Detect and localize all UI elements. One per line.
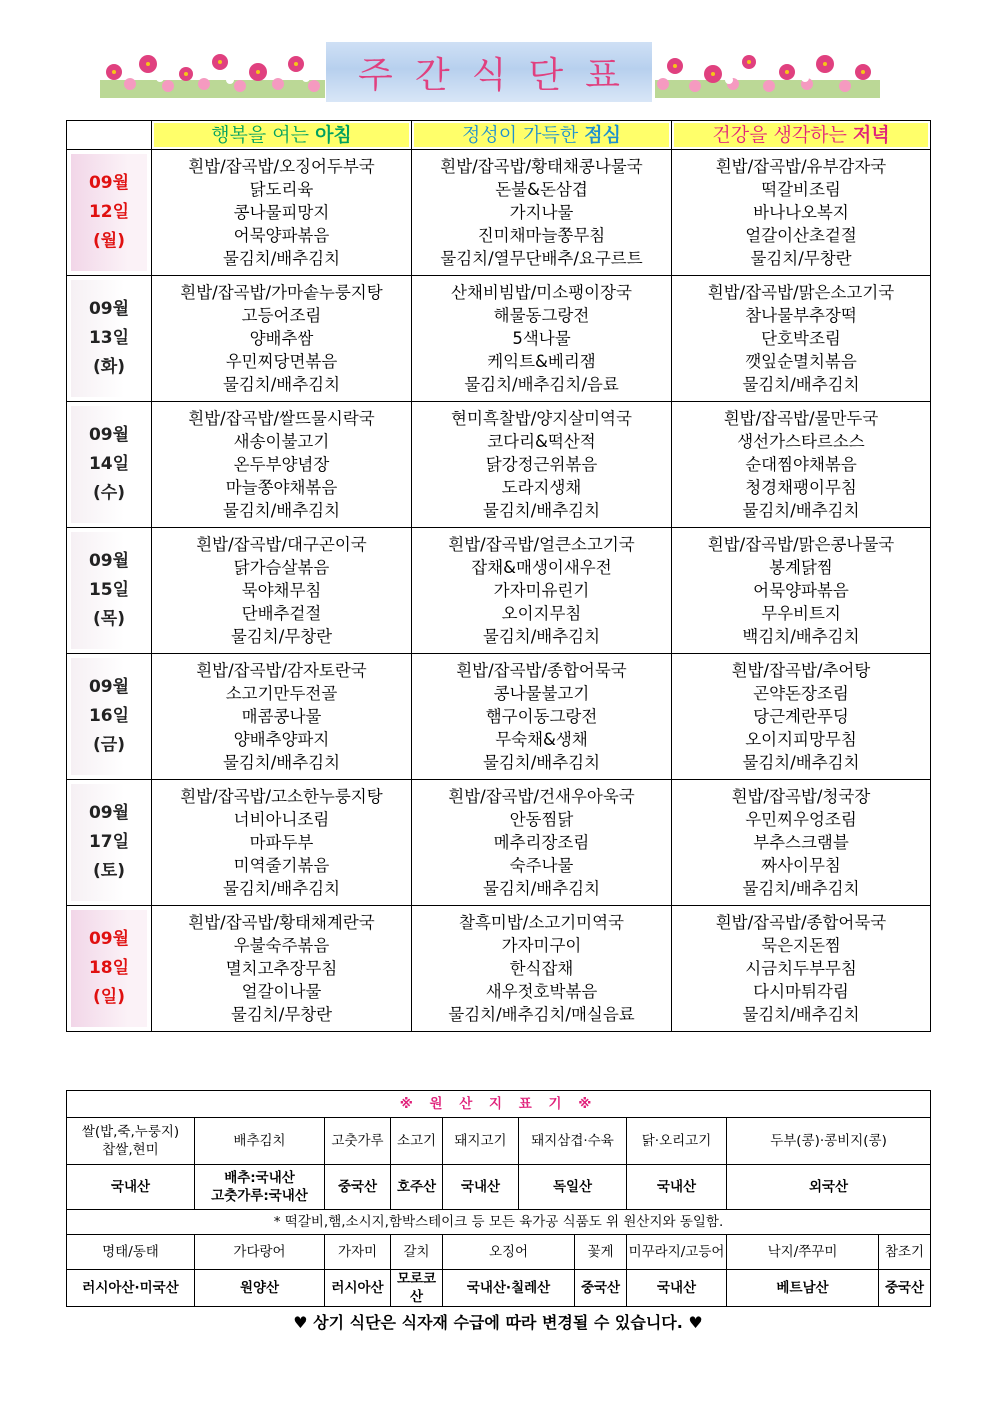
menu-item: 흰밥/잡곡밥/추어탕 xyxy=(731,661,871,680)
menu-item: 오이지피망무침 xyxy=(745,730,857,749)
menu-item: 오이지무침 xyxy=(501,604,582,623)
date-weekday: (월) xyxy=(93,231,125,251)
menu-item: 흰밥/잡곡밥/유부감자국 xyxy=(715,157,887,176)
menu-item: 물김치/배추김치 xyxy=(742,501,860,520)
menu-item: 흰밥/잡곡밥/얼큰소고기국 xyxy=(448,535,635,554)
date-weekday: (금) xyxy=(93,735,125,755)
menu-item: 물김치/배추김치 xyxy=(742,753,860,772)
origin-item-value: 국내산 xyxy=(443,1165,519,1210)
rice-label-2: 찹쌀,현미 xyxy=(102,1142,159,1158)
menu-item: 흰밥/잡곡밥/고소한누룽지탕 xyxy=(180,787,383,806)
menu-day-row xyxy=(67,150,931,276)
origin-item-header: 배추김치 xyxy=(195,1118,325,1165)
menu-item: 콩나물불고기 xyxy=(493,684,590,703)
menu-item: 마늘쫑야채볶음 xyxy=(225,478,338,497)
menu-item: 햄구이동그랑전 xyxy=(485,707,598,726)
date-label xyxy=(71,658,147,775)
date-label xyxy=(71,910,147,1027)
flower-decoration-left xyxy=(100,50,325,98)
seafood-value: 국내산 xyxy=(627,1270,727,1307)
breakfast-cell xyxy=(152,276,412,402)
date-month: 09월 xyxy=(88,803,130,823)
menu-day-row xyxy=(67,654,931,780)
menu-item: 숙주나물 xyxy=(509,856,574,875)
seafood-header: 가다랑어 xyxy=(195,1235,325,1270)
menu-item: 물김치/배추김치 xyxy=(482,501,601,520)
date-weekday: (일) xyxy=(93,987,125,1007)
seafood-header: 미꾸라지/고등어 xyxy=(627,1235,727,1270)
menu-item: 물김치/배추김치 xyxy=(222,249,341,268)
menu-day-row xyxy=(67,780,931,906)
menu-item: 얼갈이산초겉절 xyxy=(745,226,857,245)
date-weekday: (화) xyxy=(93,357,125,377)
menu-item: 흰밥/잡곡밥/청국장 xyxy=(731,787,871,806)
lunch-cell xyxy=(412,654,672,780)
origin-value-row xyxy=(67,1165,931,1210)
date-cell xyxy=(67,654,152,780)
menu-item: 닭도리육 xyxy=(249,180,314,199)
menu-item: 흰밥/잡곡밥/쌀뜨물시락국 xyxy=(188,409,375,428)
date-day: 17일 xyxy=(88,832,130,852)
origin-item-value: 국내산 xyxy=(627,1165,727,1210)
date-cell xyxy=(67,528,152,654)
date-month: 09월 xyxy=(88,299,130,319)
menu-item: 물김치/무창란 xyxy=(230,627,333,646)
menu-item: 마파두부 xyxy=(249,833,314,852)
menu-item: 물김치/배추김치/매실음료 xyxy=(448,1005,635,1024)
seafood-header: 꽃게 xyxy=(575,1235,627,1270)
menu-item: 잡채&매생이새우전 xyxy=(471,558,612,577)
dinner-cell xyxy=(672,402,931,528)
rice-label-1: 쌀(밥,죽,누룽지) xyxy=(81,1124,180,1140)
seafood-value: 원양산 xyxy=(195,1270,325,1307)
origin-rice-value: 국내산 xyxy=(67,1165,195,1210)
origin-value-line: 고춧가루:국내산 xyxy=(211,1188,308,1204)
origin-item-header: 돼지고기 xyxy=(443,1118,519,1165)
seafood-value: 중국산 xyxy=(575,1270,627,1307)
menu-item: 콩나물피망지 xyxy=(233,203,330,222)
breakfast-cell xyxy=(152,654,412,780)
header-breakfast-prefix: 행복을 여는 xyxy=(211,124,316,146)
origin-item-value: 호주산 xyxy=(391,1165,443,1210)
date-cell xyxy=(67,150,152,276)
origin-item-value: 중국산 xyxy=(325,1165,391,1210)
lunch-cell xyxy=(412,402,672,528)
dinner-cell xyxy=(672,654,931,780)
menu-item: 우민찌우엉조림 xyxy=(745,810,857,829)
dinner-cell xyxy=(672,906,931,1032)
seafood-header: 명태/동태 xyxy=(67,1235,195,1270)
menu-item: 묵은지돈찜 xyxy=(761,936,841,955)
date-label xyxy=(71,154,147,271)
origin-header-row xyxy=(67,1118,931,1165)
date-day: 18일 xyxy=(88,958,130,978)
seafood-header: 갈치 xyxy=(391,1235,443,1270)
menu-item: 산채비빔밥/미소팽이장국 xyxy=(451,283,632,302)
date-label xyxy=(71,784,147,901)
date-day: 16일 xyxy=(88,706,130,726)
menu-item: 너비아니조림 xyxy=(233,810,330,829)
origin-item-header: 고춧가루 xyxy=(325,1118,391,1165)
page-title: 주간식단표 xyxy=(358,54,642,96)
seafood-header: 오징어 xyxy=(443,1235,575,1270)
menu-item: 흰밥/잡곡밥/감자토란국 xyxy=(196,661,367,680)
title-box xyxy=(326,42,652,102)
breakfast-cell xyxy=(152,150,412,276)
menu-item: 묵야채무침 xyxy=(241,581,322,600)
seafood-value: 베트남산 xyxy=(727,1270,879,1307)
menu-item: 메추리장조림 xyxy=(493,833,590,852)
origin-item-header: 돼지삼겹·수육 xyxy=(519,1118,627,1165)
date-cell xyxy=(67,276,152,402)
menu-item: 고등어조림 xyxy=(241,306,322,325)
menu-day-row xyxy=(67,276,931,402)
header-dinner xyxy=(672,121,931,150)
menu-item: 안동찜닭 xyxy=(509,810,574,829)
menu-item: 새우젓호박볶음 xyxy=(485,982,598,1001)
menu-item: 다시마튀각림 xyxy=(753,982,849,1001)
menu-item: 시금치두부무침 xyxy=(745,959,857,978)
seafood-header: 참조기 xyxy=(879,1235,931,1270)
menu-item: 물김치/배추김치 xyxy=(222,375,341,394)
menu-item: 물김치/배추김치 xyxy=(742,375,860,394)
menu-day-row xyxy=(67,528,931,654)
menu-item: 한식잡채 xyxy=(509,959,574,978)
header-dinner-meal: 저녁 xyxy=(852,124,890,146)
menu-item: 진미채마늘쫑무침 xyxy=(477,226,606,245)
menu-item: 찰흑미밥/소고기미역국 xyxy=(459,913,624,932)
flower-decoration-right xyxy=(655,50,880,98)
header-dinner-prefix: 건강을 생각하는 xyxy=(712,124,853,146)
menu-item: 떡갈비조림 xyxy=(761,180,841,199)
menu-item: 물김치/열무단배추/요구르트 xyxy=(440,249,643,268)
lunch-cell xyxy=(412,780,672,906)
menu-item: 양배추양파지 xyxy=(233,730,330,749)
menu-item: 새송이불고기 xyxy=(233,432,330,451)
menu-item: 봉계닭찜 xyxy=(769,558,833,577)
menu-item: 무숙채&생채 xyxy=(495,730,588,749)
menu-item: 흰밥/잡곡밥/오징어두부국 xyxy=(188,157,375,176)
seafood-value: 러시아산·미국산 xyxy=(67,1270,195,1307)
breakfast-cell xyxy=(152,780,412,906)
menu-footnote: ♥ 상기 식단은 식자재 수급에 따라 변경될 수 있습니다. ♥ xyxy=(293,1313,703,1332)
origin-item-header: 닭·오리고기 xyxy=(627,1118,727,1165)
menu-item: 단호박조림 xyxy=(761,329,841,348)
menu-item: 소고기만두전골 xyxy=(225,684,338,703)
seafood-value: 중국산 xyxy=(879,1270,931,1307)
menu-item: 흰밥/잡곡밥/건새우아욱국 xyxy=(448,787,635,806)
seafood-value: 러시아산 xyxy=(325,1270,391,1307)
menu-item: 우불숙주볶음 xyxy=(233,936,330,955)
seafood-header: 낙지/쭈꾸미 xyxy=(727,1235,879,1270)
menu-item: 가지나물 xyxy=(509,203,574,222)
menu-item: 생선가스타르소스 xyxy=(737,432,865,451)
origin-table xyxy=(66,1090,931,1307)
menu-item: 물김치/배추김치 xyxy=(742,879,860,898)
menu-item: 도라지생채 xyxy=(501,478,582,497)
breakfast-cell xyxy=(152,906,412,1032)
menu-item: 물김치/배추김치 xyxy=(222,501,341,520)
menu-item: 가자미구이 xyxy=(501,936,582,955)
date-day: 15일 xyxy=(88,580,130,600)
menu-item: 물김치/배추김치 xyxy=(482,627,601,646)
header-corner xyxy=(67,121,152,150)
seafood-value: 모로코산 xyxy=(391,1270,443,1307)
menu-item: 흰밥/잡곡밥/황태채계란국 xyxy=(188,913,375,932)
dinner-cell xyxy=(672,276,931,402)
weekly-menu-table xyxy=(66,120,931,1032)
date-month: 09월 xyxy=(88,677,130,697)
menu-day-row xyxy=(67,906,931,1032)
origin-title: ※ 원 산 지 표 기 ※ xyxy=(67,1091,931,1118)
menu-item: 어묵양파볶음 xyxy=(233,226,330,245)
menu-item: 흰밥/잡곡밥/맑은콩나물국 xyxy=(707,535,895,554)
menu-item: 물김치/무창란 xyxy=(750,249,852,268)
date-month: 09월 xyxy=(88,551,130,571)
header-lunch-meal: 점심 xyxy=(584,124,621,146)
date-weekday: (토) xyxy=(93,861,125,881)
date-day: 14일 xyxy=(88,454,130,474)
date-month: 09월 xyxy=(88,425,130,445)
menu-item: 양배추쌈 xyxy=(249,329,314,348)
origin-note-row xyxy=(67,1210,931,1235)
menu-item: 물김치/배추김치 xyxy=(482,879,601,898)
menu-item: 해물동그랑전 xyxy=(493,306,590,325)
menu-item: 어묵양파볶음 xyxy=(753,581,849,600)
seafood-header: 가자미 xyxy=(325,1235,391,1270)
origin-note: * 떡갈비,햄,소시지,함박스테이크 등 모든 육가공 식품도 위 원산지와 동일함. xyxy=(67,1210,931,1235)
menu-item: 현미흑찰밥/양지살미역국 xyxy=(451,409,632,428)
menu-item: 닭강정근위볶음 xyxy=(485,455,598,474)
menu-item: 물김치/무창란 xyxy=(230,1005,333,1024)
menu-item: 흰밥/잡곡밥/물만두국 xyxy=(723,409,879,428)
header-lunch-prefix: 정성이 가득한 xyxy=(462,124,585,146)
menu-item: 코다리&떡산적 xyxy=(487,432,596,451)
menu-item: 흰밥/잡곡밥/종합어묵국 xyxy=(456,661,627,680)
menu-item: 짜사이무침 xyxy=(761,856,841,875)
origin-seafood-header-row xyxy=(67,1235,931,1270)
date-cell xyxy=(67,402,152,528)
menu-item: 매콤콩나물 xyxy=(241,707,322,726)
lunch-cell xyxy=(412,528,672,654)
menu-item: 단배추겉절 xyxy=(241,604,322,623)
date-day: 13일 xyxy=(88,328,130,348)
lunch-cell xyxy=(412,906,672,1032)
title-banner xyxy=(100,42,880,104)
dinner-cell xyxy=(672,150,931,276)
menu-item: 물김치/배추김치 xyxy=(742,1005,860,1024)
menu-item: 흰밥/잡곡밥/종합어묵국 xyxy=(715,913,887,932)
menu-header-row xyxy=(67,121,931,150)
menu-day-row xyxy=(67,402,931,528)
origin-item-header: 소고기 xyxy=(391,1118,443,1165)
menu-item: 우민찌당면볶음 xyxy=(225,352,338,371)
menu-item: 흰밥/잡곡밥/가마솥누룽지탕 xyxy=(180,283,383,302)
menu-item: 흰밥/잡곡밥/황태채콩나물국 xyxy=(440,157,643,176)
origin-title-row xyxy=(67,1091,931,1118)
date-month: 09월 xyxy=(88,173,130,193)
origin-rice-header xyxy=(67,1118,195,1165)
date-weekday: (목) xyxy=(93,609,125,629)
menu-item: 흰밥/잡곡밥/대구곤이국 xyxy=(196,535,367,554)
menu-item: 가자미유린기 xyxy=(493,581,590,600)
seafood-value: 국내산·칠레산 xyxy=(443,1270,575,1307)
menu-item: 깻잎순멸치볶음 xyxy=(745,352,857,371)
origin-value-line: 배추:국내산 xyxy=(224,1170,295,1186)
menu-item: 순대찜야채볶음 xyxy=(745,455,857,474)
date-day: 12일 xyxy=(88,202,130,222)
origin-item-value: 독일산 xyxy=(519,1165,627,1210)
lunch-cell xyxy=(412,276,672,402)
menu-item: 얼갈이나물 xyxy=(241,982,322,1001)
date-weekday: (수) xyxy=(93,483,125,503)
dinner-cell xyxy=(672,528,931,654)
origin-seafood-value-row xyxy=(67,1270,931,1307)
menu-item: 멸치고추장무침 xyxy=(225,959,338,978)
dinner-cell xyxy=(672,780,931,906)
menu-item: 물김치/배추김치 xyxy=(222,753,341,772)
menu-item: 미역줄기볶음 xyxy=(233,856,330,875)
menu-item: 물김치/배추김치/음료 xyxy=(464,375,619,394)
menu-item: 닭가슴살볶음 xyxy=(233,558,330,577)
menu-item: 물김치/배추김치 xyxy=(222,879,341,898)
menu-item: 부추스크램블 xyxy=(753,833,849,852)
lunch-cell xyxy=(412,150,672,276)
menu-item: 바나나오복지 xyxy=(753,203,849,222)
menu-item: 흰밥/잡곡밥/맑은소고기국 xyxy=(707,283,895,302)
menu-item: 온두부양념장 xyxy=(233,455,330,474)
header-breakfast xyxy=(152,121,412,150)
menu-item: 곤약돈장조림 xyxy=(753,684,849,703)
date-label xyxy=(71,406,147,523)
date-label xyxy=(71,532,147,649)
breakfast-cell xyxy=(152,528,412,654)
menu-item: 돈불&돈삼겹 xyxy=(495,180,588,199)
menu-item: 5색나물 xyxy=(512,329,571,348)
date-label xyxy=(71,280,147,397)
menu-item: 케익트&베리잼 xyxy=(487,352,596,371)
date-cell xyxy=(67,780,152,906)
origin-item-value xyxy=(195,1165,325,1210)
menu-item: 무우비트지 xyxy=(761,604,841,623)
menu-item: 참나물부추장떡 xyxy=(745,306,857,325)
menu-item: 당근계란푸딩 xyxy=(753,707,849,726)
breakfast-cell xyxy=(152,402,412,528)
date-month: 09월 xyxy=(88,929,130,949)
menu-item: 백김치/배추김치 xyxy=(742,627,860,646)
menu-item: 청경채팽이무침 xyxy=(745,478,857,497)
origin-item-value: 외국산 xyxy=(727,1165,931,1210)
header-lunch xyxy=(412,121,672,150)
date-cell xyxy=(67,906,152,1032)
menu-item: 물김치/배추김치 xyxy=(482,753,601,772)
header-breakfast-meal: 아침 xyxy=(315,124,352,146)
origin-item-header: 두부(콩)·콩비지(콩) xyxy=(727,1118,931,1165)
